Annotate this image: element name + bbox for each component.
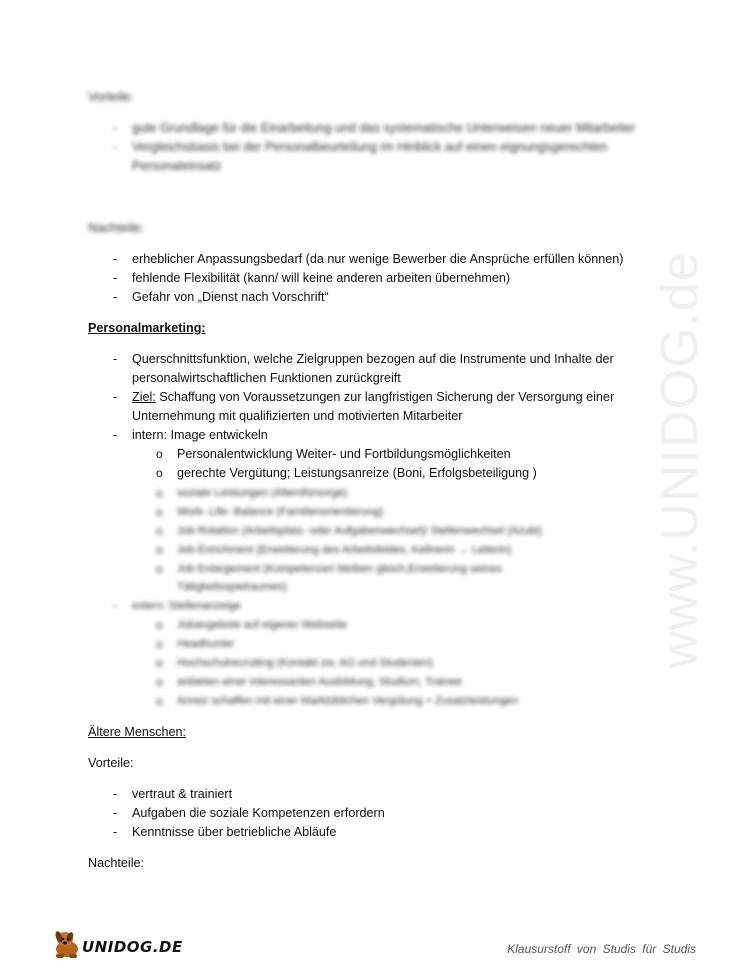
dash-bullet: - xyxy=(113,806,118,820)
sub-list-item: gerechte Vergütung; Leistungsanreize (Boni, Erfolgsbeteiligung ) xyxy=(177,466,537,480)
sub-list-item: Anreiz schaffen mit einer Marktüblichen Vergütung + Zusatzleistungen xyxy=(177,695,519,707)
list-item: fehlende Flexibilität (kann/ will keine anderen arbeiten übernehmen) xyxy=(132,271,511,285)
watermark xyxy=(650,250,710,670)
sub-list-item: anbieten einer interessanten Ausbildung, Studium, Trainee xyxy=(177,676,462,688)
sub-list-item: Headhunter xyxy=(177,638,235,650)
circle-bullet: o xyxy=(156,637,163,651)
list-item-continuation: personalwirtschaftlichen Funktionen zurückgreift xyxy=(132,371,401,385)
dash-bullet: - xyxy=(113,352,118,366)
dash-bullet: - xyxy=(113,271,118,285)
dash-bullet: - xyxy=(113,428,118,442)
dash-bullet: - xyxy=(113,787,118,801)
circle-bullet: o xyxy=(156,656,163,670)
aeltere-menschen-heading: Ältere Menschen: xyxy=(88,725,187,739)
list-item: Aufgaben die soziale Kompetenzen erfordern xyxy=(132,806,385,820)
sub-list-item: Work- Life- Balance (Familienorientierung) xyxy=(177,506,384,518)
list-item: Querschnittsfunktion, welche Zielgruppen bezogen auf die Instrumente und Inhalte der xyxy=(132,352,614,366)
watermark-text: www.UNIDOG.de xyxy=(651,251,709,669)
logo-text: UNIDOG.DE xyxy=(82,938,183,956)
circle-bullet: o xyxy=(156,675,163,689)
list-item: Kenntnisse über betriebliche Abläufe xyxy=(132,825,337,839)
circle-bullet: o xyxy=(156,486,163,500)
vorteile-heading-2: Vorteile: xyxy=(88,756,134,770)
list-item: extern: Stellenanzeige xyxy=(132,600,241,612)
list-item: intern: Image entwickeln xyxy=(132,428,268,442)
dash-bullet: - xyxy=(113,390,118,404)
dash-bullet: - xyxy=(113,252,118,266)
list-item: erheblicher Anpassungsbedarf (da nur wenige Bewerber die Ansprüche erfüllen können) xyxy=(132,252,624,266)
list-item: gute Grundlage für die Einarbeitung und das systematische Unterweisen neuer Mitarbeiter xyxy=(132,121,636,135)
dash-bullet: - xyxy=(113,825,118,839)
sub-list-item: Jobangebote auf eigener Webseite xyxy=(177,619,348,631)
sub-list-item: Job Enlargement (Kompetenzen bleiben gleich,Erweiterung seines xyxy=(177,563,502,575)
list-item: vertraut & trainiert xyxy=(132,787,233,801)
sub-list-item: Job Rotation (Arbeitsplatz- oder Aufgabenwechsel)/ Stellenwechsel (Azubi) xyxy=(177,525,543,537)
sub-list-item: Personalentwicklung Weiter- und Fortbildungsmöglichkeiten xyxy=(177,447,511,461)
sub-list-item: Job Enrichment (Erweiterung des Arbeitsfeldes, Kellnerin → Leiterin) xyxy=(177,544,512,556)
list-item: Gefahr von „Dienst nach Vorschrift“ xyxy=(132,290,329,304)
personalmarketing-heading: Personalmarketing: xyxy=(88,321,206,335)
list-item-continuation: Unternehmung mit qualifizierten und motivierten Mitarbeiter xyxy=(132,409,463,423)
nachteile-heading-2: Nachteile: xyxy=(88,856,145,870)
circle-bullet: o xyxy=(156,562,163,576)
sub-list-item-continuation: Tätigkeitsspielraumes) xyxy=(177,581,288,593)
dash-bullet: - xyxy=(113,599,118,613)
ziel-text: Schaffung von Voraussetzungen zur langfristigen Sicherung der Versorgung einer xyxy=(155,390,615,404)
circle-bullet: o xyxy=(156,447,163,461)
circle-bullet: o xyxy=(156,694,163,708)
footer-tagline: Klausurstoff von Studis für Studis xyxy=(507,942,696,956)
list-item: Vergleichsbasis bei der Personalbeurteilung im Hinblick auf einen eignungsgerechten xyxy=(132,140,608,154)
circle-bullet: o xyxy=(156,618,163,632)
dash-bullet: - xyxy=(113,140,118,154)
circle-bullet: o xyxy=(156,505,163,519)
circle-bullet: o xyxy=(156,466,163,480)
list-item-continuation: Personaleinsatz xyxy=(132,159,222,173)
circle-bullet: o xyxy=(156,524,163,538)
dash-bullet: - xyxy=(113,121,118,135)
sub-list-item: Hochschulrecruiting (Kontakt zw. AG und Studenten) xyxy=(177,657,434,669)
circle-bullet: o xyxy=(156,543,163,557)
list-item xyxy=(132,388,614,406)
ziel-label: Ziel: xyxy=(132,390,156,404)
vorteile-heading-1: Vorteile: xyxy=(88,90,134,104)
sub-list-item: soziale Leistungen (Altersfürsorge) xyxy=(177,487,347,499)
dash-bullet: - xyxy=(113,290,118,304)
nachteile-heading-1: Nachteile: xyxy=(88,221,145,235)
unidog-logo xyxy=(52,927,183,961)
